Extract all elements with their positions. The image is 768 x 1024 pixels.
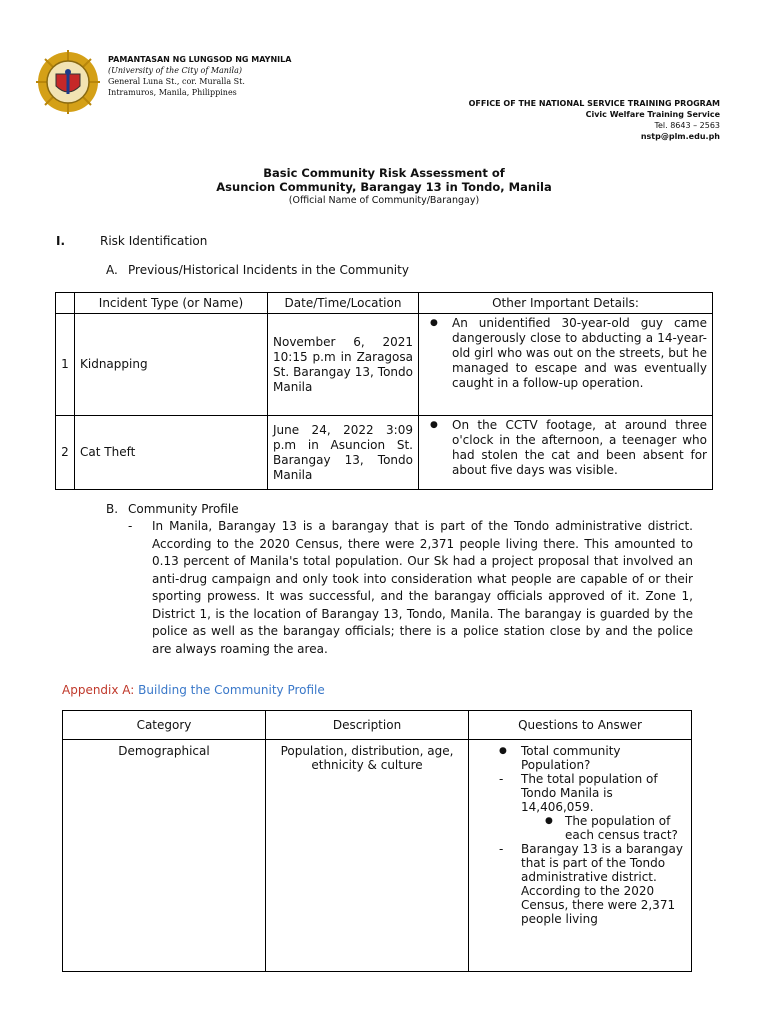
office-telephone: Tel. 8643 – 2563: [654, 121, 720, 130]
appendix-label: Appendix A:: [62, 683, 135, 697]
header-other-details: Other Important Details:: [419, 293, 713, 314]
address-line-1: General Luna St., cor. Muralla St.: [108, 77, 245, 86]
section-a-title: Previous/Historical Incidents in the Community: [128, 263, 409, 277]
table-row: [56, 416, 713, 490]
bullet-icon: ●: [499, 746, 507, 756]
university-name: PAMANTASAN NG LUNGSOD NG MAYNILA: [108, 55, 292, 64]
dash-icon: -: [499, 842, 504, 856]
incidents-table: [55, 292, 713, 490]
header-description: Description: [266, 711, 469, 740]
question-text: The population of each census tract?: [565, 814, 678, 842]
bullet-icon: ●: [545, 816, 553, 826]
answer-text: The total population of Tondo Manila is 14,406,059.: [521, 772, 658, 814]
answer-item: [475, 842, 685, 926]
incident-details-cell: [419, 416, 713, 490]
incident-date-location: November 6, 2021 10:15 p.m in Zaragosa St. Barangay 13, Tondo Manila: [268, 314, 419, 416]
community-profile-text: In Manila, Barangay 13 is a barangay that is part of the Tondo administrative district. According to the 2020 Census, there were 2,371 people living there. This amounted to 0.13 percent of Manila's total population. Our Sk had a project proposal that involved an anti-drug campaign and only took into consideration what people are capable of or their sporting prowess. It was successful, and the barangay officials approved of it. Zone 1, District 1, is the location of Barangay 13, Tondo, Manila. The barangay is guarded by the police as well as the barangay officials; there is a police station close by and the police are always roaming the area.: [152, 519, 693, 656]
answer-item: [475, 772, 685, 814]
appendix-heading: [62, 683, 325, 697]
incident-details-cell: [419, 314, 713, 416]
section-b-heading: [106, 502, 239, 516]
incident-type: Kidnapping: [75, 314, 268, 416]
university-english-name: (University of the City of Manila): [108, 66, 242, 75]
university-seal: [36, 50, 100, 114]
section-b-letter: B.: [106, 502, 119, 516]
row-number: 1: [56, 314, 75, 416]
section-1-title: Risk Identification: [100, 234, 208, 248]
office-title: OFFICE OF THE NATIONAL SERVICE TRAINING PROGRAM: [468, 99, 720, 108]
section-a-letter: A.: [106, 263, 118, 277]
incident-details: ● On the CCTV footage, at around three o'clock in the afternoon, a teenager who had stolen the cat and been absent for about five days was visible.: [452, 418, 707, 478]
office-subtitle: Civic Welfare Training Service: [585, 110, 720, 119]
question-item: [475, 744, 685, 772]
dash-bullet: -: [128, 519, 133, 533]
header-date-time-location: Date/Time/Location: [268, 293, 419, 314]
section-1-numeral: I.: [56, 234, 66, 248]
university-block: [108, 54, 291, 98]
section-a-heading: [106, 263, 409, 277]
questions-cell: [469, 740, 692, 972]
header-category: Category: [63, 711, 266, 740]
community-profile-paragraph: [128, 518, 693, 658]
appendix-title: Building the Community Profile: [138, 683, 325, 697]
description-cell: Population, distribution, age, ethnicity & culture: [266, 740, 469, 972]
title-line-1: Basic Community Risk Assessment of: [263, 166, 505, 180]
office-block: [469, 98, 720, 142]
profile-header-row: [63, 711, 692, 740]
incident-details: ● An unidentified 30-year-old guy came dangerously close to abducting a 14-year-old girl who was out on the streets, but he managed to escape and was eventually caught in a follow-up operation.: [452, 316, 707, 391]
row-number: 2: [56, 416, 75, 490]
section-b-title: Community Profile: [128, 502, 239, 516]
question-item: [475, 814, 685, 842]
address-line-2: Intramuros, Manila, Philippines: [108, 88, 237, 97]
title-line-2: Asuncion Community, Barangay 13 in Tondo, Manila: [216, 180, 552, 194]
table-row: [63, 740, 692, 972]
answer-text: Barangay 13 is a barangay that is part of the Tondo administrative district. According to the 2020 Census, there were 2,371 people living: [521, 842, 683, 926]
header-incident-type: Incident Type (or Name): [75, 293, 268, 314]
incident-type: Cat Theft: [75, 416, 268, 490]
title-subtitle: (Official Name of Community/Barangay): [288, 195, 480, 206]
category-cell: Demographical: [63, 740, 266, 972]
incident-date-location: June 24, 2022 3:09 p.m in Asuncion St. Barangay 13, Tondo Manila: [268, 416, 419, 490]
table-row: [56, 314, 713, 416]
header-questions: Questions to Answer: [469, 711, 692, 740]
section-1-heading: [56, 234, 207, 248]
dash-icon: -: [499, 772, 504, 786]
question-text: Total community Population?: [521, 744, 621, 772]
community-profile-table: [62, 710, 692, 972]
office-email: nstp@plm.edu.ph: [640, 132, 720, 141]
header-number-cell: [56, 293, 75, 314]
document-title: [0, 166, 768, 208]
incidents-header-row: [56, 293, 713, 314]
